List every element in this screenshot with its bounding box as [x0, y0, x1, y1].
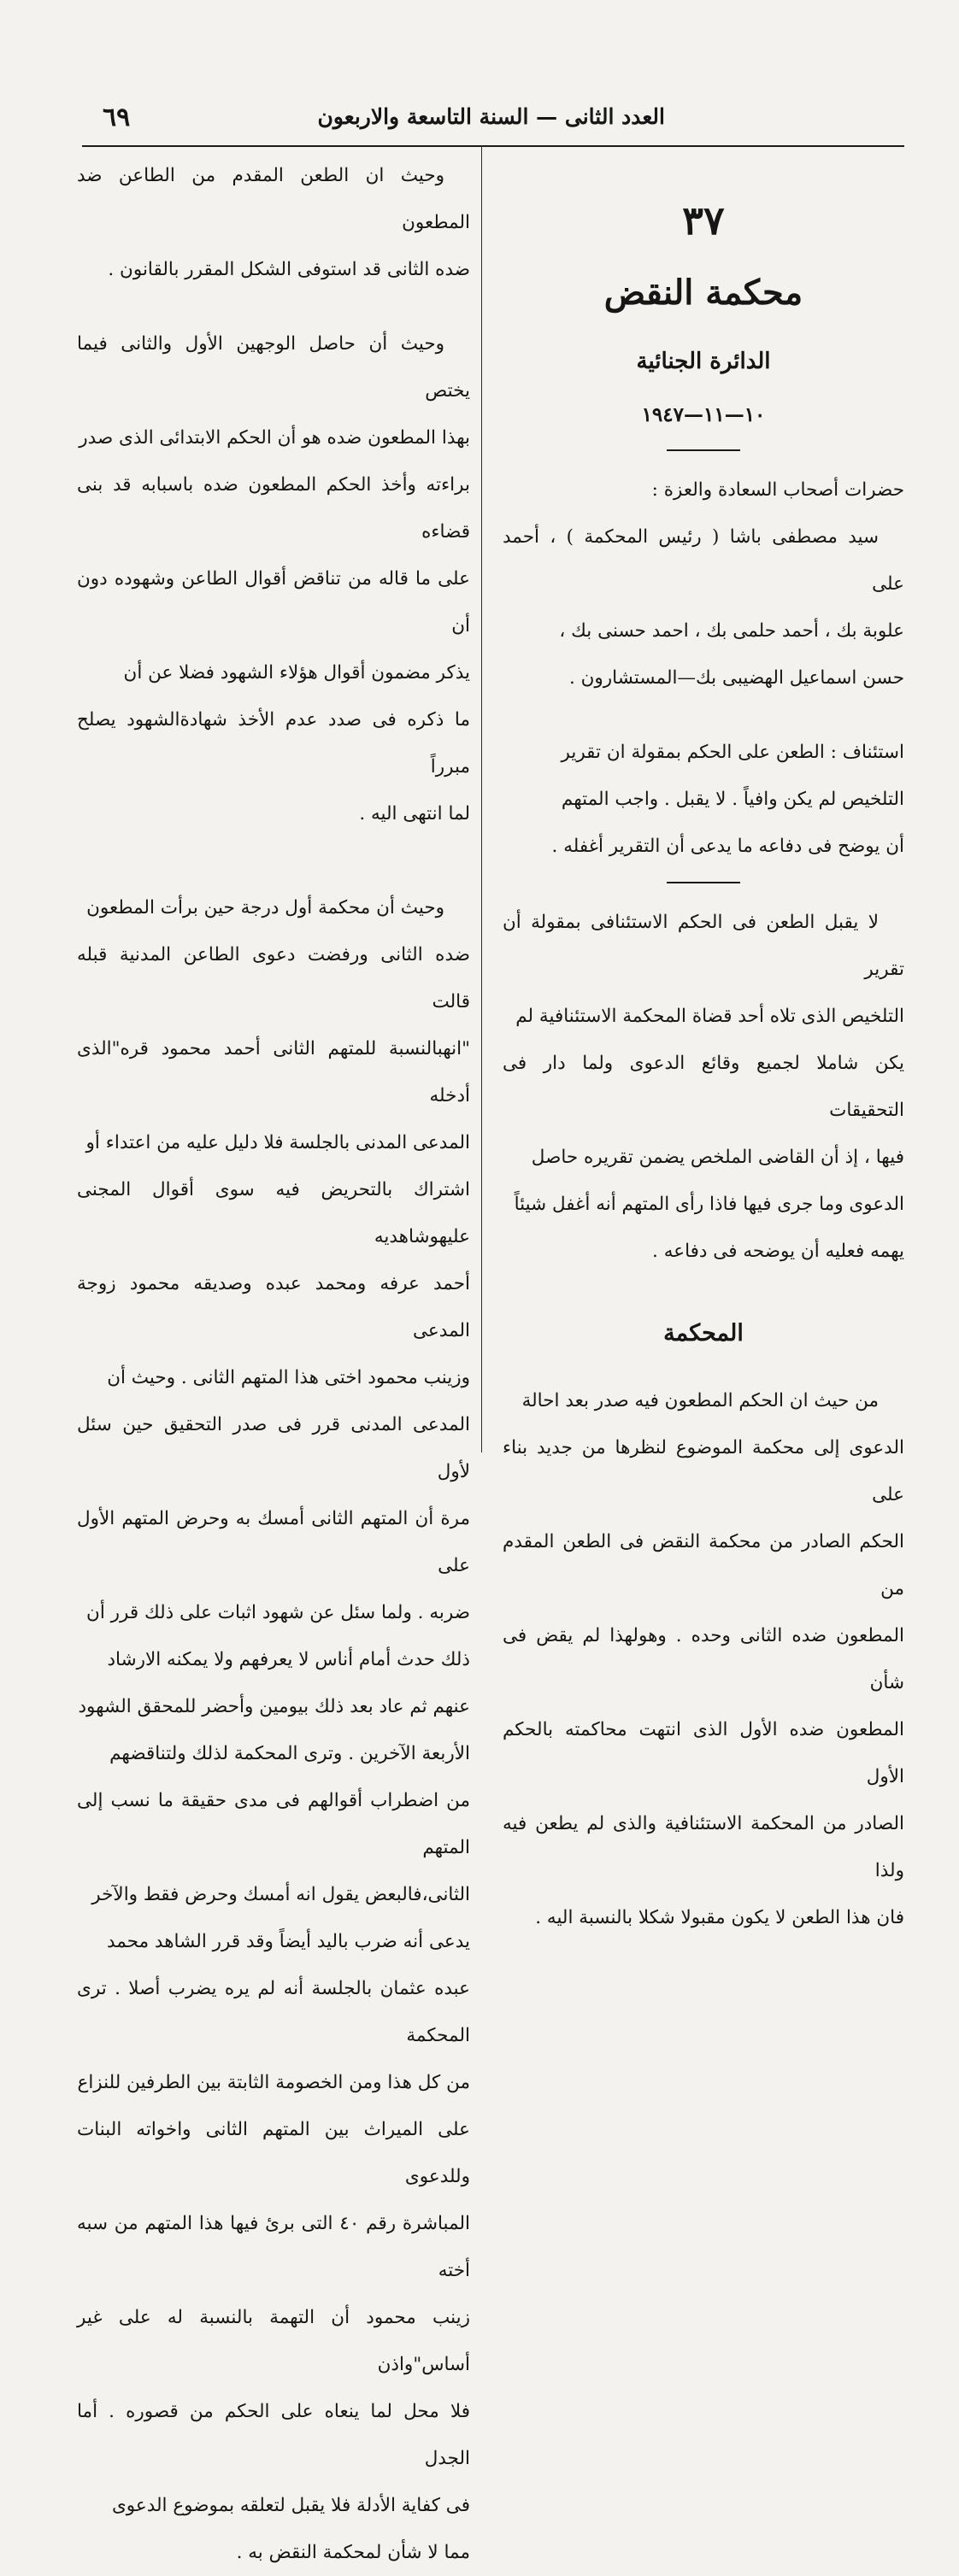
principle-line: لا يقبل الطعن فى الحكم الاستئنافى بمقولة أن تقرير — [503, 912, 904, 980]
right-column — [503, 152, 904, 1941]
text-line: ضده الثانى قد استوفى الشكل المقرر بالقانون . — [108, 259, 470, 280]
page-header — [82, 96, 904, 147]
text-line: فلا محل لما ينعاه على الحكم من قصوره . أما الجدل — [77, 2401, 470, 2469]
text-line: المدعى المدنى قرر فى صدر التحقيق حين سئل لأول — [77, 1414, 470, 1482]
principle-line: الدعوى وما جرى فيها فاذا رأى المتهم أنه أغفل شيئاً — [514, 1194, 904, 1215]
text-line: فى كفاية الأدلة فلا يقبل لتعلقه بموضوع الدعوى — [111, 2495, 470, 2516]
text-line: الأربعة الآخرين . وترى المحكمة لذلك ولتناقضهم — [109, 1743, 470, 1764]
judges-list — [503, 513, 904, 701]
court-name: محكمة النقض — [603, 273, 803, 313]
text-line: ذلك حدث أمام أناس لا يعرفهم ولا يمكنه الارشاد — [107, 1649, 470, 1670]
reasoning-line: الحكم الصادر من محكمة النقض فى الطعن المقدم من — [503, 1531, 904, 1599]
judgment-date: ١٠—١١—١٩٤٧ — [641, 403, 766, 426]
text-line: وحيث أن حاصل الوجهين الأول والثانى فيما يختص — [77, 333, 470, 402]
text-line: من كل هذا ومن الخصومة الثابتة بين الطرفين للنزاع — [77, 2072, 470, 2093]
reasoning-line: الدعوى إلى محكمة الموضوع لنظرها من جديد بناء على — [503, 1437, 904, 1505]
text-line: وحيث أن محكمة أول درجة حين برأت المطعون — [86, 897, 444, 918]
divider-rule — [667, 882, 740, 883]
text-line: المباشرة رقم ٤٠ التى برئ فيها هذا المتهم من سبه أخته — [77, 2213, 470, 2281]
text-line: المدعى المدنى بالجلسة فلا دليل عليه من اعتداء أو — [85, 1132, 470, 1153]
summary-line: التلخيص لم يكن وافياً . لا يقبل . واجب المتهم — [561, 789, 904, 810]
text-line: مرة أن المتهم الثانى أمسك به وحرض المتهم الأول على — [77, 1508, 470, 1576]
text-line: ضده الثانى ورفضت دعوى الطاعن المدنية قبله قالت — [77, 944, 470, 1012]
text-line: عنهم ثم عاد بعد ذلك بيومين وأحضر للمحقق الشهود — [78, 1696, 470, 1717]
text-line: وحيث ان الطعن المقدم من الطاعن ضد المطعون — [77, 165, 470, 233]
verdict-heading: المحكمة — [663, 1320, 744, 1347]
text-line: من اضطراب أقوالهم فى مدى حقيقة ما نسب إلى المتهم — [77, 1790, 470, 1858]
chamber-name: الدائرة الجنائية — [636, 349, 771, 374]
court-reasoning — [503, 1377, 904, 1941]
text-line: زينب محمود أن التهمة بالنسبة له على غير أساس"واذن — [77, 2307, 470, 2375]
summary-line: أن يوضح فى دفاعه ما يدعى أن التقرير أغفله . — [551, 836, 904, 857]
text-line: مما لا شأن لمحكمة النقض به . — [236, 2542, 470, 2563]
text-line: براءته وأخذ الحكم المطعون ضده باسبابه قد بنى قضاءه — [77, 474, 470, 543]
text-line: يدعى أنه ضرب باليد أيضاً وقد قرر الشاهد محمد — [106, 1931, 470, 1952]
reasoning-line: المطعون ضده الثانى وحده . وهولهذا لم يقض فى شأن — [503, 1625, 904, 1693]
case-summary — [503, 729, 904, 870]
text-line: على ما قاله من تناقض أقوال الطاعن وشهوده دون أن — [77, 568, 470, 637]
text-line: اشتراك بالتحريض فيه سوى أقوال المجنى عليهوشاهديه — [77, 1179, 470, 1247]
reasoning-line: الصادر من المحكمة الاستئنافية والذى لم يطعن فيه ولذا — [503, 1813, 904, 1881]
legal-principle — [503, 899, 904, 1275]
divider-rule — [667, 449, 740, 451]
text-line: الثانى،فالبعض يقول انه أمسك وحرض فقط والآخر — [91, 1884, 470, 1905]
text-line: يذكر مضمون أقوال هؤلاء الشهود فضلا عن أن — [123, 662, 470, 684]
case-number: ٣٧ — [682, 197, 725, 244]
page-number: ٦٩ — [103, 103, 131, 132]
text-line: على الميراث بين المتهم الثانى واخواته البنات وللدعوى — [77, 2119, 470, 2187]
reasoning-line: المطعون ضده الأول الذى انتهت محاكمته بالحكم الأول — [503, 1719, 904, 1787]
summary-line: استئناف : الطعن على الحكم بمقولة ان تقرير — [561, 742, 904, 763]
text-line: لما انتهى اليه . — [359, 803, 470, 824]
text-line: ضربه . ولما سئل عن شهود اثبات على ذلك قرر أن — [86, 1602, 470, 1623]
text-line: ما ذكره فى صدد عدم الأخذ شهادةالشهود يصلح مبرراً — [77, 709, 470, 777]
reasoning-line: فان هذا الطعن لا يكون مقبولا شكلا بالنسبة اليه . — [535, 1907, 904, 1928]
paragraph-2 — [77, 320, 470, 837]
text-line: أحمد عرفه ومحمد عبده وصديقه محمود زوجة المدعى — [77, 1273, 470, 1341]
paragraph-1 — [77, 152, 470, 293]
text-line: "انهبالنسبة للمتهم الثانى أحمد محمود قره"الذى أدخله — [77, 1038, 470, 1106]
text-line: وزينب محمود اختى هذا المتهم الثانى . وحيث أن — [107, 1367, 470, 1388]
reasoning-line: من حيث ان الحكم المطعون فيه صدر بعد احالة — [521, 1390, 879, 1411]
judges-line: سيد مصطفى باشا ( رئيس المحكمة ) ، أحمد على — [503, 526, 904, 595]
presence-heading: حضرات أصحاب السعادة والعزة : — [651, 479, 904, 501]
running-title: العدد الثانى — السنة التاسعة والاربعون — [317, 104, 665, 129]
text-line: عبده عثمان بالجلسة أنه لم يره يضرب أصلا . ترى المحكمة — [77, 1978, 470, 2046]
principle-line: التلخيص الذى تلاه أحد قضاة المحكمة الاستئنافية لم — [515, 1006, 904, 1027]
judges-line: علوبة بك ، أحمد حلمى بك ، احمد حسنى بك ، — [559, 620, 904, 642]
principle-line: فيها ، إذ أن القاضى الملخص يضمن تقريره حاصل — [531, 1147, 904, 1168]
paragraph-3 — [77, 884, 470, 2576]
column-divider — [481, 145, 482, 1452]
principle-line: يكن شاملا لجميع وقائع الدعوى ولما دار فى التحقيقات — [503, 1053, 904, 1121]
judges-line: حسن اسماعيل الهضيبى بك—المستشارون . — [568, 667, 904, 689]
principle-line: يهمه فعليه أن يوضحه فى دفاعه . — [652, 1241, 904, 1262]
left-column — [77, 152, 470, 2576]
text-line: بهذا المطعون ضده هو أن الحكم الابتدائى الذى صدر — [79, 427, 470, 449]
